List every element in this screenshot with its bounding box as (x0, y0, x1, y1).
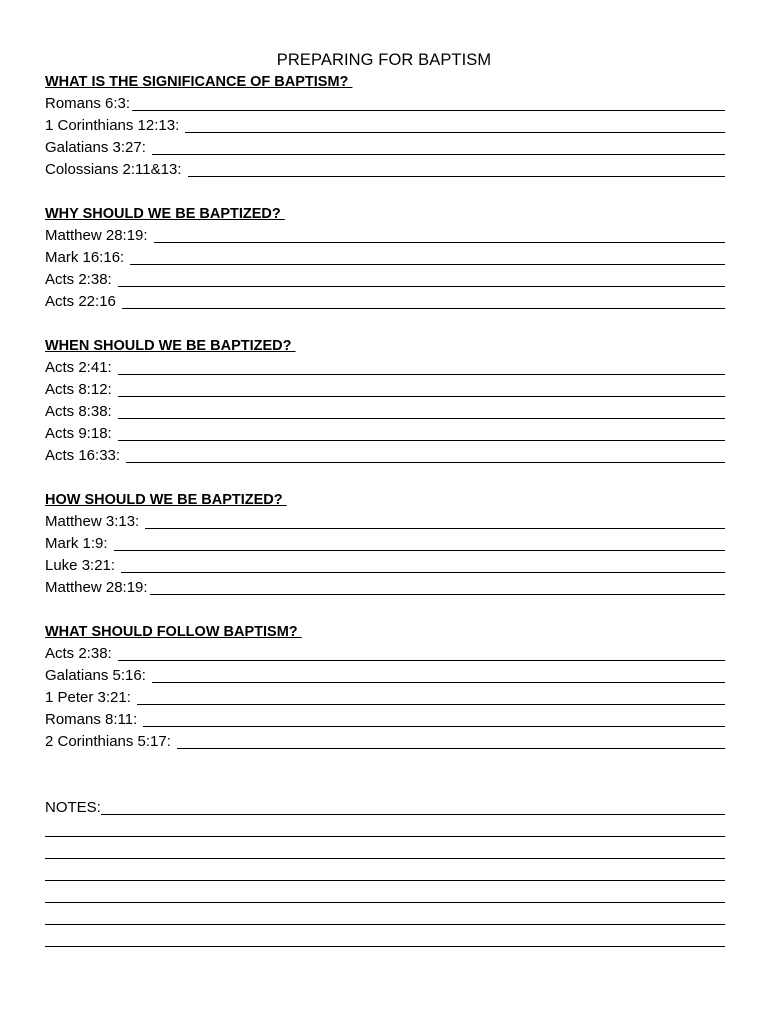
scripture-reference: Acts 2:38: (45, 645, 116, 662)
scripture-row (45, 731, 725, 753)
notes-line-row (45, 819, 725, 841)
scripture-reference: Acts 9:18: (45, 425, 116, 442)
scripture-reference: Galatians 3:27: (45, 139, 151, 156)
scripture-row (45, 269, 725, 291)
answer-line (152, 682, 725, 683)
section-heading: WHY SHOULD WE BE BAPTIZED? (45, 206, 285, 222)
answer-line (118, 660, 725, 661)
scripture-row (45, 379, 725, 401)
scripture-row (45, 665, 725, 687)
section-why (45, 203, 725, 313)
scripture-row (45, 291, 725, 313)
answer-line (118, 374, 725, 375)
section-significance (45, 71, 725, 181)
scripture-reference: Matthew 28:19: (45, 579, 148, 596)
answer-line (130, 264, 725, 265)
scripture-row (45, 687, 725, 709)
scripture-reference: Acts 8:12: (45, 381, 116, 398)
scripture-reference: Luke 3:21: (45, 557, 120, 574)
notes-line (45, 858, 725, 859)
answer-line (132, 110, 725, 111)
notes-line (45, 836, 725, 837)
scripture-row (45, 137, 725, 159)
scripture-row (45, 555, 725, 577)
scripture-reference: 2 Corinthians 5:17: (45, 733, 176, 750)
section-heading: WHAT IS THE SIGNIFICANCE OF BAPTISM? (45, 74, 353, 90)
answer-line (152, 154, 725, 155)
notes-label: NOTES: (45, 799, 101, 816)
scripture-reference: Mark 1:9: (45, 535, 112, 552)
scripture-reference: Mark 16:16: (45, 249, 129, 266)
answer-line (122, 308, 725, 309)
scripture-reference: Acts 2:38: (45, 271, 116, 288)
answer-line (114, 550, 725, 551)
notes-line-row (45, 907, 725, 929)
scripture-reference: Acts 16:33: (45, 447, 125, 464)
section-how (45, 489, 725, 599)
answer-line (126, 462, 725, 463)
scripture-row (45, 159, 725, 181)
scripture-reference: 1 Corinthians 12:13: (45, 117, 184, 134)
notes-line-row (45, 929, 725, 951)
scripture-row (45, 423, 725, 445)
scripture-row (45, 643, 725, 665)
scripture-reference: Acts 8:38: (45, 403, 116, 420)
scripture-reference: Romans 6:3: (45, 95, 131, 112)
scripture-row (45, 445, 725, 467)
answer-line (145, 528, 725, 529)
scripture-row (45, 709, 725, 731)
answer-line (118, 418, 725, 419)
notes-section (45, 797, 725, 951)
answer-line (121, 572, 725, 573)
section-heading: WHAT SHOULD FOLLOW BAPTISM? (45, 624, 302, 640)
scripture-reference: 1 Peter 3:21: (45, 689, 136, 706)
answer-line (143, 726, 725, 727)
scripture-row (45, 225, 725, 247)
notes-line (45, 902, 725, 903)
scripture-reference: Romans 8:11: (45, 711, 142, 728)
notes-line-row (45, 841, 725, 863)
scripture-reference: Galatians 5:16: (45, 667, 151, 684)
section-when (45, 335, 725, 467)
notes-line (45, 924, 725, 925)
answer-line (185, 132, 725, 133)
scripture-row (45, 511, 725, 533)
answer-line (177, 748, 725, 749)
section-heading: HOW SHOULD WE BE BAPTIZED? (45, 492, 287, 508)
scripture-row (45, 577, 725, 599)
notes-line (45, 946, 725, 947)
notes-row (45, 797, 725, 819)
section-follow (45, 621, 725, 753)
document-title: PREPARING FOR BAPTISM (276, 51, 492, 69)
answer-line (188, 176, 725, 177)
scripture-reference: Colossians 2:11&13: (45, 161, 186, 178)
scripture-reference: Acts 22:16 (45, 293, 121, 310)
notes-line (101, 814, 725, 815)
answer-line (150, 594, 725, 595)
answer-line (154, 242, 725, 243)
scripture-row (45, 401, 725, 423)
scripture-row (45, 533, 725, 555)
scripture-row (45, 93, 725, 115)
notes-line-row (45, 863, 725, 885)
answer-line (137, 704, 725, 705)
answer-line (118, 286, 725, 287)
answer-line (118, 396, 725, 397)
notes-line-row (45, 885, 725, 907)
scripture-row (45, 247, 725, 269)
worksheet-body (45, 71, 725, 951)
scripture-row (45, 357, 725, 379)
scripture-reference: Acts 2:41: (45, 359, 116, 376)
section-heading: WHEN SHOULD WE BE BAPTIZED? (45, 338, 296, 354)
scripture-reference: Matthew 28:19: (45, 227, 152, 244)
scripture-reference: Matthew 3:13: (45, 513, 144, 530)
scripture-row (45, 115, 725, 137)
answer-line (118, 440, 725, 441)
notes-line (45, 880, 725, 881)
